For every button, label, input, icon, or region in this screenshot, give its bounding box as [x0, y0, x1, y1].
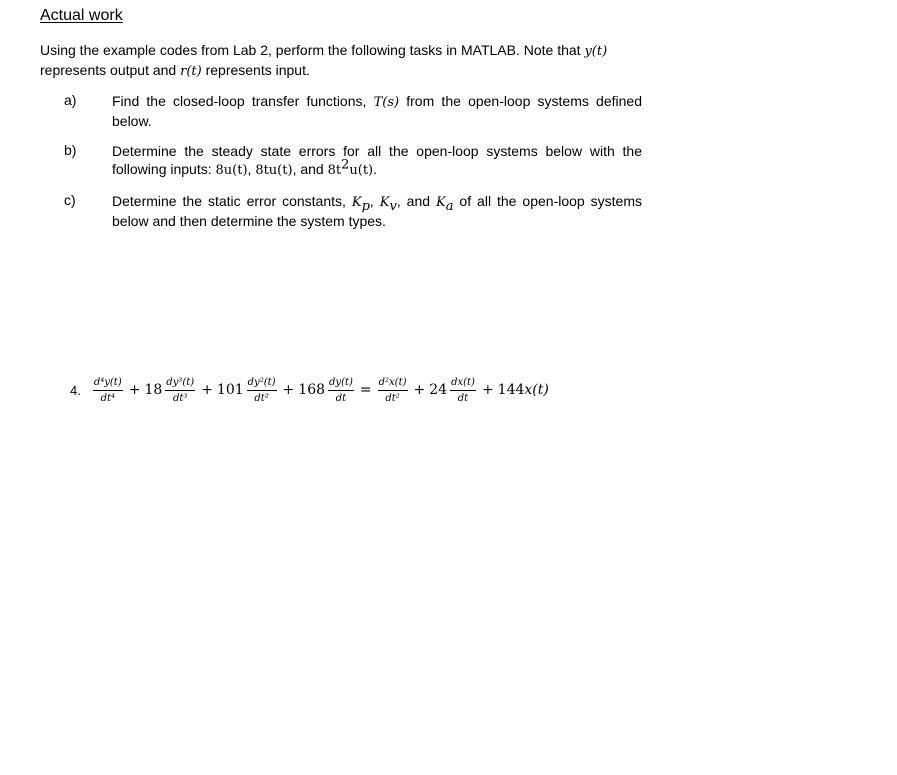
- eq-tail-variable-text: x(t): [524, 382, 549, 398]
- task-b-text-1: Determine the steady state errors for all the open-loop systems below with the following inputs:: [112, 143, 642, 177]
- eq-term-5-fraction: [378, 377, 408, 404]
- eq-term-2-fraction: [165, 377, 195, 404]
- intro-text-1: Using the example codes from Lab 2, perform the following tasks in MATLAB. Note that: [40, 42, 585, 58]
- task-c-text-2: of all the open-loop systems below and then determine the system types.: [112, 193, 642, 229]
- task-b-body: [112, 142, 642, 180]
- task-a-math: T(s): [373, 95, 400, 110]
- eq-term-3-coefficient: 101: [216, 382, 244, 398]
- eq-term-5-denominator: dt²: [385, 392, 400, 404]
- task-b-end: .: [373, 161, 378, 177]
- eq-tail-variable: [524, 382, 548, 398]
- task-c-sep-1: ,: [369, 193, 380, 209]
- task-a-text-2: from the open-loop systems defined below.: [112, 93, 642, 129]
- task-a-body: [112, 92, 642, 130]
- task-c-label: c): [64, 192, 76, 208]
- task-b-math-3-sup: 2: [341, 157, 350, 173]
- eq-term-6-operator: +: [413, 382, 426, 398]
- task-c-sep-2: , and: [396, 193, 436, 209]
- task-b-label: b): [64, 142, 77, 158]
- task-b-sep-1: ,: [247, 161, 256, 177]
- eq-term-4-fraction: [328, 377, 354, 404]
- eq-term-3-denominator: dt²: [254, 392, 269, 404]
- eq-term-1-denominator: dt⁴: [100, 392, 115, 404]
- eq-term-5-numerator: d²x(t): [378, 377, 408, 391]
- task-b-math-3b: u(t): [349, 163, 374, 178]
- eq-term-2-coefficient: 18: [144, 382, 163, 398]
- task-b-math-1: 8u(t): [215, 163, 248, 178]
- eq-term-6-fraction: [450, 377, 476, 404]
- eq-term-6-numerator: dx(t): [450, 377, 476, 391]
- differential-equation: [70, 372, 549, 408]
- task-b-math-3a: 8t: [327, 163, 342, 178]
- intro-text-2: represents output and: [40, 62, 181, 78]
- intro-paragraph: [40, 41, 650, 81]
- task-c-ka-sub: a: [445, 198, 454, 214]
- eq-term-2-operator: +: [128, 382, 141, 398]
- task-b-math-2: 8tu(t): [255, 163, 293, 178]
- eq-term-3-operator: +: [201, 382, 213, 398]
- task-a-text-1: Find the closed-loop transfer functions,: [112, 93, 374, 109]
- eq-term-4-numerator: dy(t): [328, 377, 354, 391]
- intro-text-3: represents input.: [201, 62, 310, 78]
- equation-number: 4.: [70, 382, 81, 398]
- task-c-kv-sub: v: [389, 198, 397, 214]
- intro-math-r: r(t): [180, 64, 202, 79]
- eq-term-2-numerator: dy³(t): [165, 377, 195, 391]
- eq-term-4-operator: +: [282, 382, 295, 398]
- eq-term-3-fraction: [247, 377, 277, 404]
- task-c-text-1: Determine the static error constants,: [112, 193, 352, 209]
- task-c-kp-sub: p: [361, 198, 370, 214]
- section-heading: Actual work: [40, 7, 123, 24]
- task-c-kp: K: [351, 195, 362, 210]
- eq-term-3-numerator: dy²(t): [247, 377, 277, 391]
- task-a-label: a): [64, 92, 77, 108]
- eq-term-6-denominator: dt: [457, 392, 469, 404]
- task-c-ka: K: [435, 195, 446, 210]
- eq-term-2-denominator: dt³: [173, 392, 188, 404]
- task-c-body: [112, 192, 642, 230]
- task-c-kv: K: [379, 195, 390, 210]
- eq-term-1-fraction: [93, 377, 123, 404]
- task-b-sep-2: , and: [292, 161, 328, 177]
- eq-equals-sign: =: [359, 382, 372, 398]
- eq-term-1-numerator: d⁴y(t): [93, 377, 123, 391]
- eq-tail-operator: +: [481, 382, 494, 398]
- eq-tail-coefficient: 144: [497, 382, 525, 398]
- eq-term-4-denominator: dt: [335, 392, 347, 404]
- eq-term-4-coefficient: 168: [298, 382, 326, 398]
- intro-math-y: y(t): [584, 44, 608, 59]
- eq-term-6-coefficient: 24: [429, 382, 448, 398]
